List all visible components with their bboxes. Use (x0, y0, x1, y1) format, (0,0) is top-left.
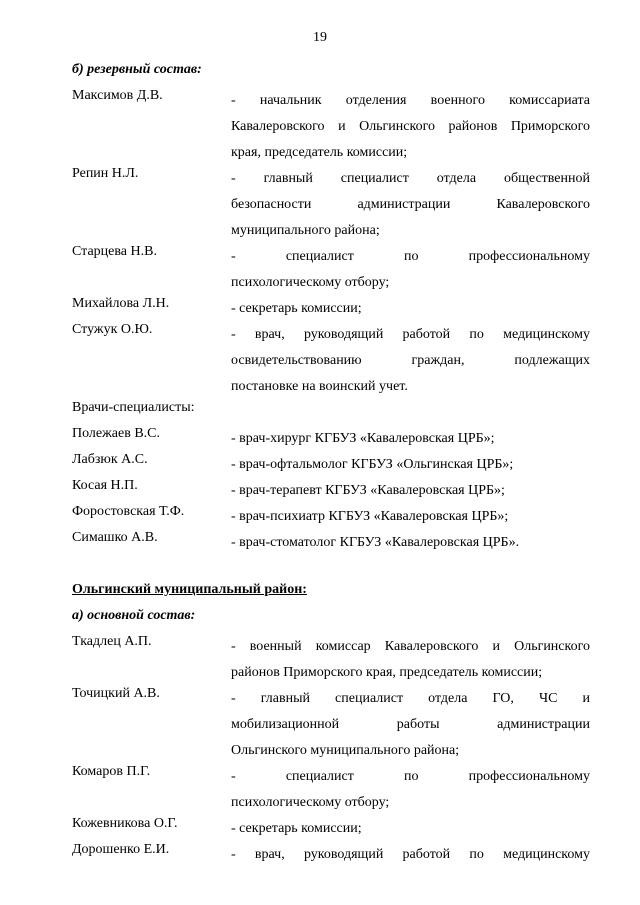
role-line: - врач, руководящий работой по медицинскому (231, 327, 590, 342)
role-line: - главный специалист отдела общественной (231, 171, 590, 186)
composition-subheading: б) резервный состав: (72, 62, 202, 77)
member-name: Репин Н.Л. (72, 166, 139, 181)
role-line: Ольгинского муниципального района; (231, 743, 460, 758)
role-line: муниципального района; (231, 223, 380, 238)
role-line: постановке на воинский учет. (231, 379, 408, 394)
role-line: психологическому отбору; (231, 795, 390, 810)
member-role (231, 530, 590, 556)
member-name: Михайлова Л.Н. (72, 296, 170, 311)
member-role (231, 322, 590, 400)
role-line: - врач-стоматолог КГБУЗ «Кавалеровская ЦРБ». (231, 535, 520, 550)
member-name: Старцева Н.В. (72, 244, 157, 259)
member-name: Косая Н.П. (72, 478, 138, 493)
member-role (231, 166, 590, 244)
role-line: края, председатель комиссии; (231, 145, 408, 160)
composition-subheading: а) основной состав: (72, 608, 196, 623)
member-role (231, 686, 590, 764)
member-role (231, 816, 590, 842)
member-name: Стужук О.Ю. (72, 322, 153, 337)
member-role (231, 452, 590, 478)
member-role (231, 634, 590, 686)
member-role (231, 426, 590, 452)
role-line: - секретарь комиссии; (231, 301, 362, 316)
member-name: Кожевникова О.Г. (72, 816, 178, 831)
member-name: Дорошенко Е.И. (72, 842, 170, 857)
member-name: Симашко А.В. (72, 530, 158, 545)
role-line: - главный специалист отдела ГО, ЧС и (231, 691, 590, 706)
member-role (231, 296, 590, 322)
role-line: освидетельствованию граждан, подлежащих (231, 353, 590, 368)
role-line: мобилизационной работы администрации (231, 717, 590, 732)
member-name: Точицкий А.В. (72, 686, 160, 701)
role-line: - врач-терапевт КГБУЗ «Кавалеровская ЦРБ»; (231, 483, 505, 498)
role-line: Кавалеровского и Ольгинского районов Приморского (231, 119, 590, 134)
section-heading: Ольгинский муниципальный район: (72, 582, 307, 597)
member-role (231, 88, 590, 166)
page-number: 19 (313, 30, 327, 45)
role-line: - секретарь комиссии; (231, 821, 362, 836)
role-line: - врач, руководящий работой по медицинскому (231, 847, 590, 862)
member-role (231, 764, 590, 816)
role-line: психологическому отбору; (231, 275, 390, 290)
group-label: Врачи-специалисты: (72, 400, 195, 415)
member-name: Максимов Д.В. (72, 88, 163, 103)
member-name: Комаров П.Г. (72, 764, 151, 779)
role-line: - врач-психиатр КГБУЗ «Кавалеровская ЦРБ»; (231, 509, 509, 524)
member-name: Форостовская Т.Ф. (72, 504, 185, 519)
role-line: - начальник отделения военного комиссариата (231, 93, 590, 108)
member-name: Полежаев В.С. (72, 426, 161, 441)
role-line: - военный комиссар Кавалеровского и Ольгинского (231, 639, 590, 654)
role-line: безопасности администрации Кавалеровского (231, 197, 590, 212)
member-role (231, 842, 590, 868)
member-role (231, 478, 590, 504)
role-line: - специалист по профессиональному (231, 769, 590, 784)
role-line: - врач-хирург КГБУЗ «Кавалеровская ЦРБ»; (231, 431, 495, 446)
member-role (231, 244, 590, 296)
member-role (231, 504, 590, 530)
role-line: районов Приморского края, председатель комиссии; (231, 665, 543, 680)
member-name: Лабзюк А.С. (72, 452, 148, 467)
role-line: - специалист по профессиональному (231, 249, 590, 264)
role-line: - врач-офтальмолог КГБУЗ «Ольгинская ЦРБ»; (231, 457, 514, 472)
member-name: Ткадлец А.П. (72, 634, 152, 649)
